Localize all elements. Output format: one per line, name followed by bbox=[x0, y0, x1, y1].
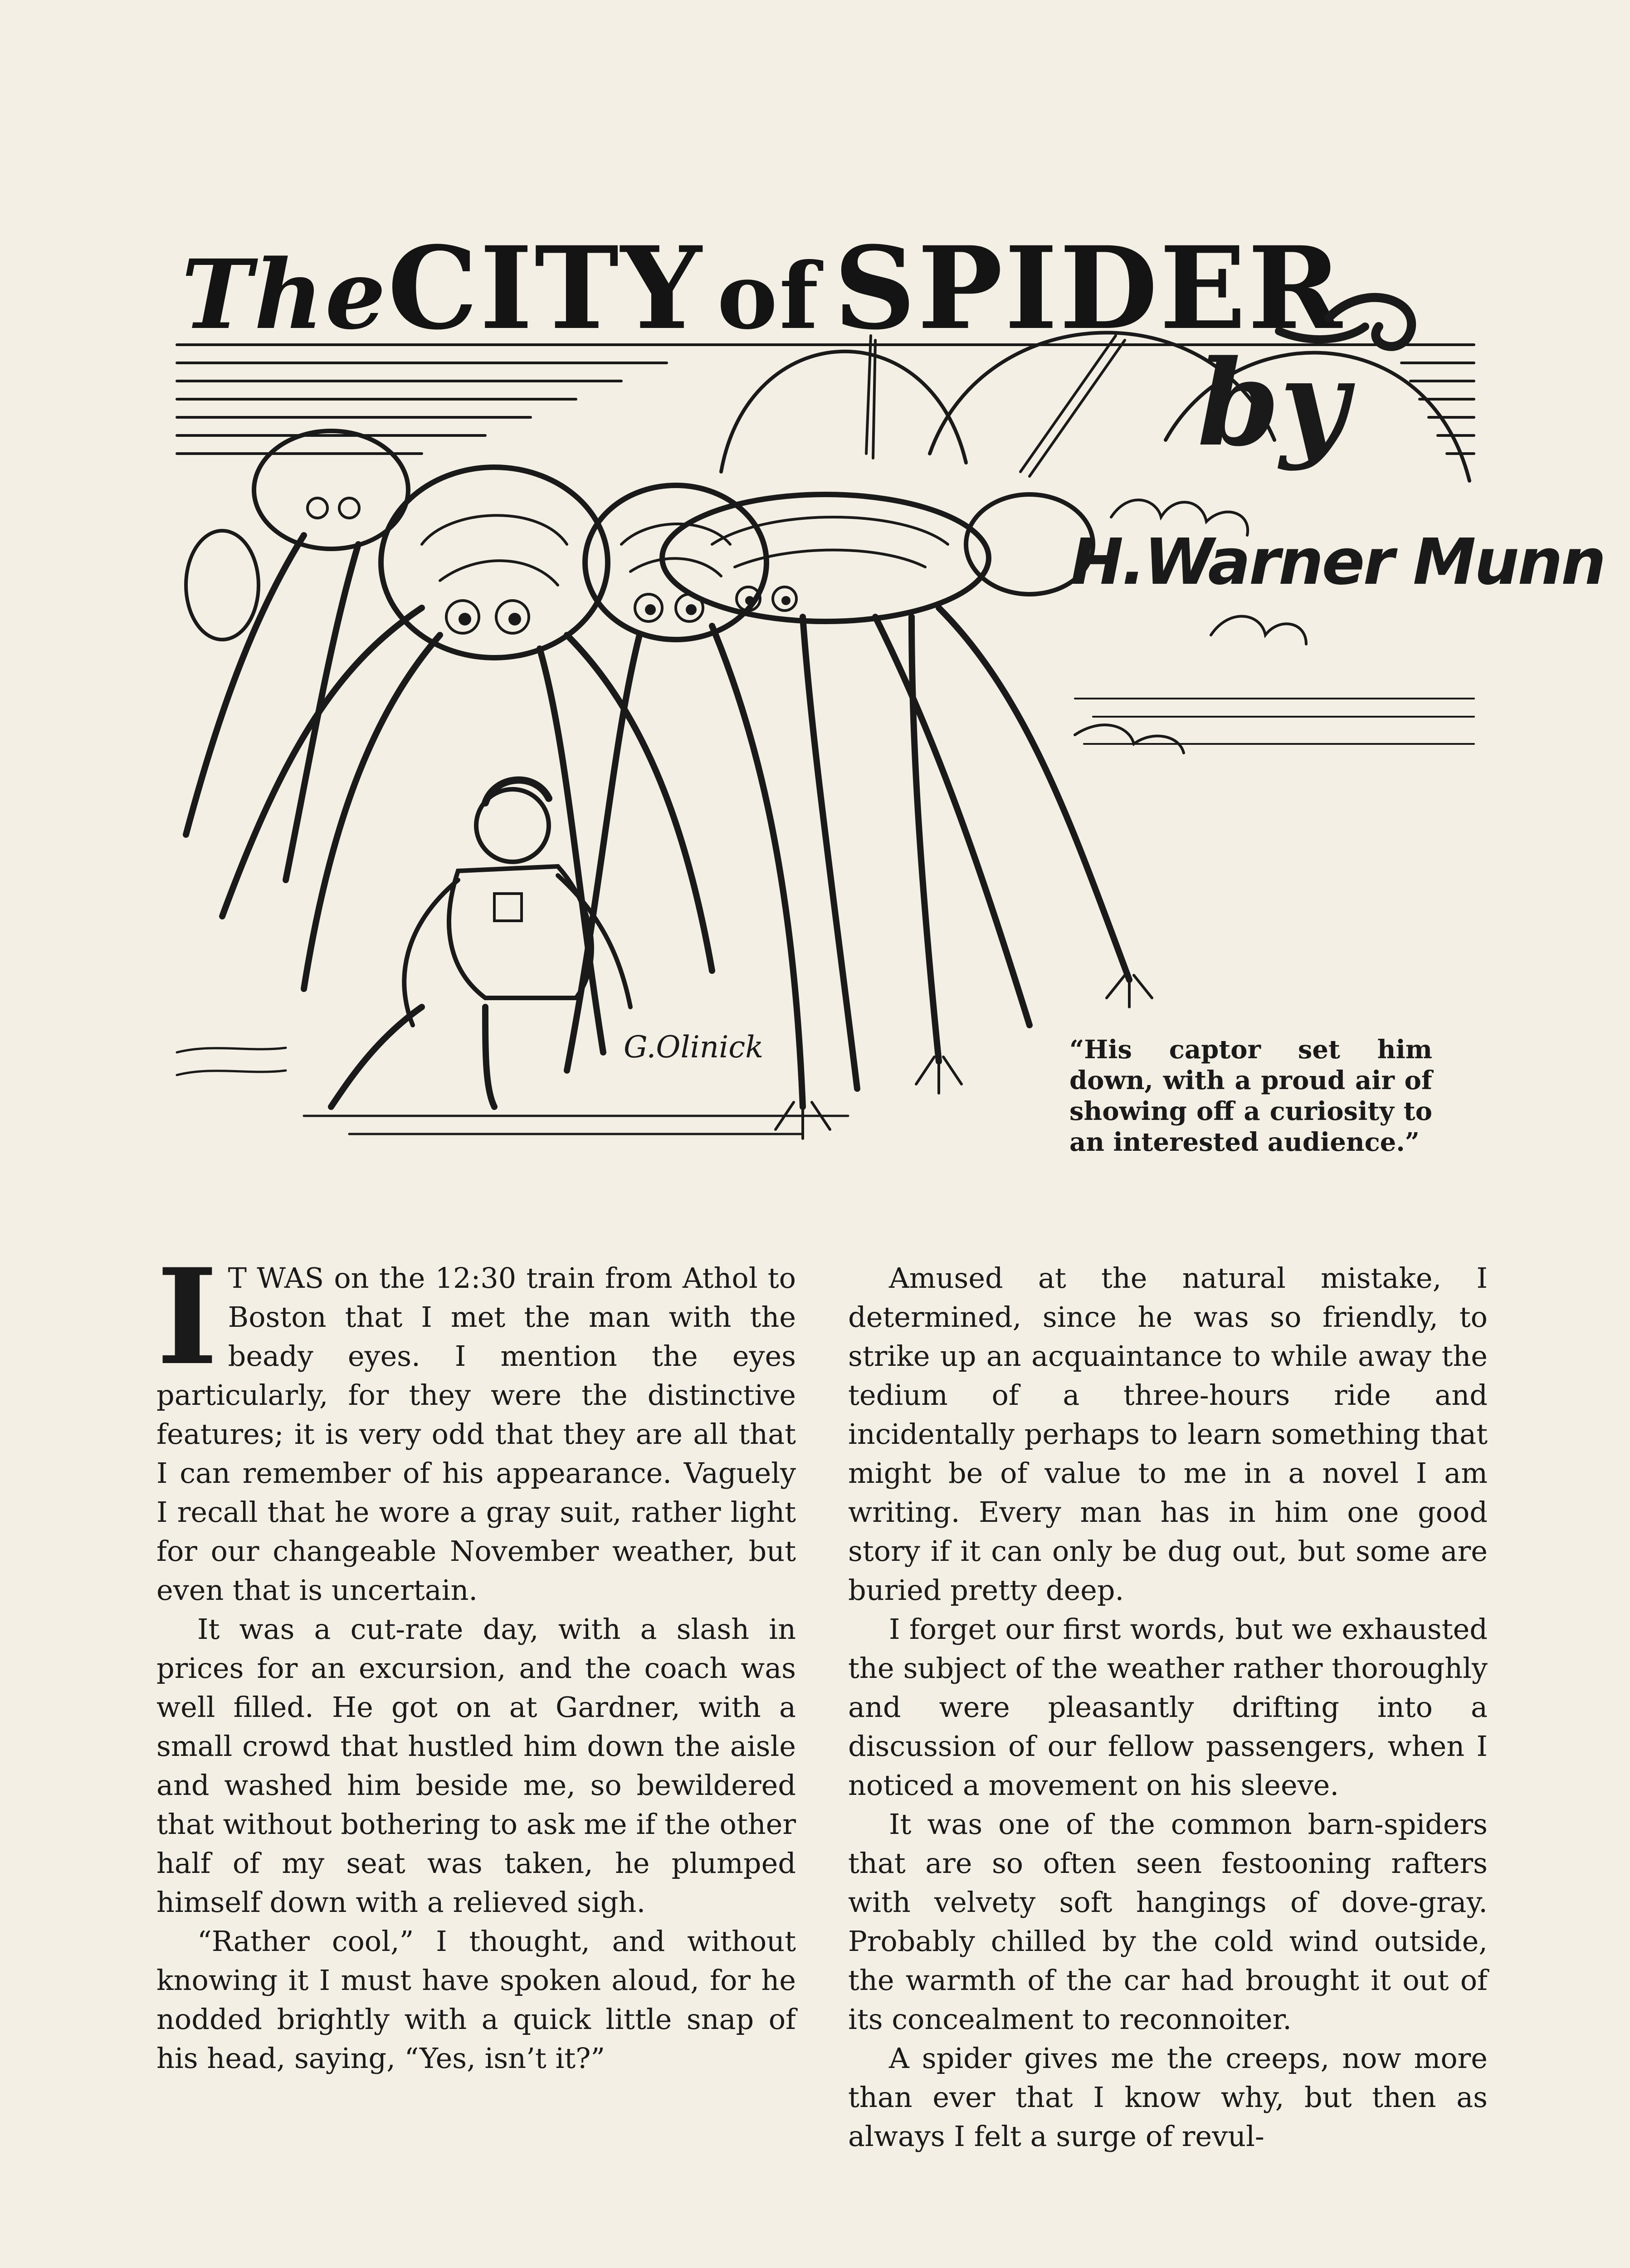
paragraph bbox=[156, 1240, 796, 1610]
paragraph: I forget our first words, but we exhausted the subject of the weather rather thoroughly and were pleasantly drifting into a discussion of our fellow passengers, when I noticed a movement on his sleeve. bbox=[848, 1613, 1488, 1802]
title-spider: SPIDER bbox=[834, 221, 1344, 355]
paragraph: “Rather cool,” I thought, and without knowing it I must have spoken aloud, for he nodded brightly with a quick little snap of his head, saying, “Yes, isn’t it?” bbox=[156, 1925, 796, 2075]
paragraph: It was a cut-rate day, with a slash in prices for an excursion, and the coach was well filled. He got on at Gardner, with a small crowd that hustled him down the aisle and washed him beside me, so bewildered that without bothering to ask me if the other half of my seat was taken, he plumped himself down with a relieved sigh. bbox=[156, 1613, 796, 1919]
artist-signature: G.Olinick bbox=[624, 1030, 764, 1065]
paragraph: It was one of the common barn-spiders that are so often seen festooning rafters with velvety soft hangings of dove-gray. Probably chilled by the cold wind outside, the warmth of the car had brought it out of its concealment to reconnoiter. bbox=[848, 1808, 1488, 2036]
title-city: CITY bbox=[387, 221, 703, 355]
body-column-right bbox=[848, 1259, 1488, 2156]
author-name: H.Warner Munn bbox=[1070, 525, 1605, 599]
paragraph: Amused at the natural mistake, I determined, since he was so friendly, to strike up an acquaintance to while away the tedium of a three-hours ride and incidentally perhaps to learn something that might be of value to me in a novel I am writing. Every man has in him one good story if it can only be dug out, but some are buried pretty deep. bbox=[848, 1261, 1488, 1607]
drop-cap: I bbox=[156, 1240, 218, 1394]
paragraph-text: T WAS on the 12:30 train from Athol to Boston that I met the man with the beady eyes. I mention the eyes particularly, for they were the distinctive features; it is very odd that they are all that I can remember of his appearance. Vaguely I recall that he wore a gray suit, rather light for our changeable November weather, but even that is uncertain. bbox=[156, 1261, 796, 1607]
title-the: The bbox=[181, 239, 388, 351]
illustration-caption: “His captor set him down, with a proud air of showing off a curiosity to an interested audience.” bbox=[1069, 1035, 1432, 1157]
title-of: of bbox=[717, 243, 820, 350]
paragraph: A spider gives me the creeps, now more than ever that I know why, but then as always I felt a surge of revul- bbox=[848, 2042, 1488, 2153]
byline-by: by bbox=[1197, 334, 1348, 473]
body-column-left bbox=[156, 1240, 796, 2078]
